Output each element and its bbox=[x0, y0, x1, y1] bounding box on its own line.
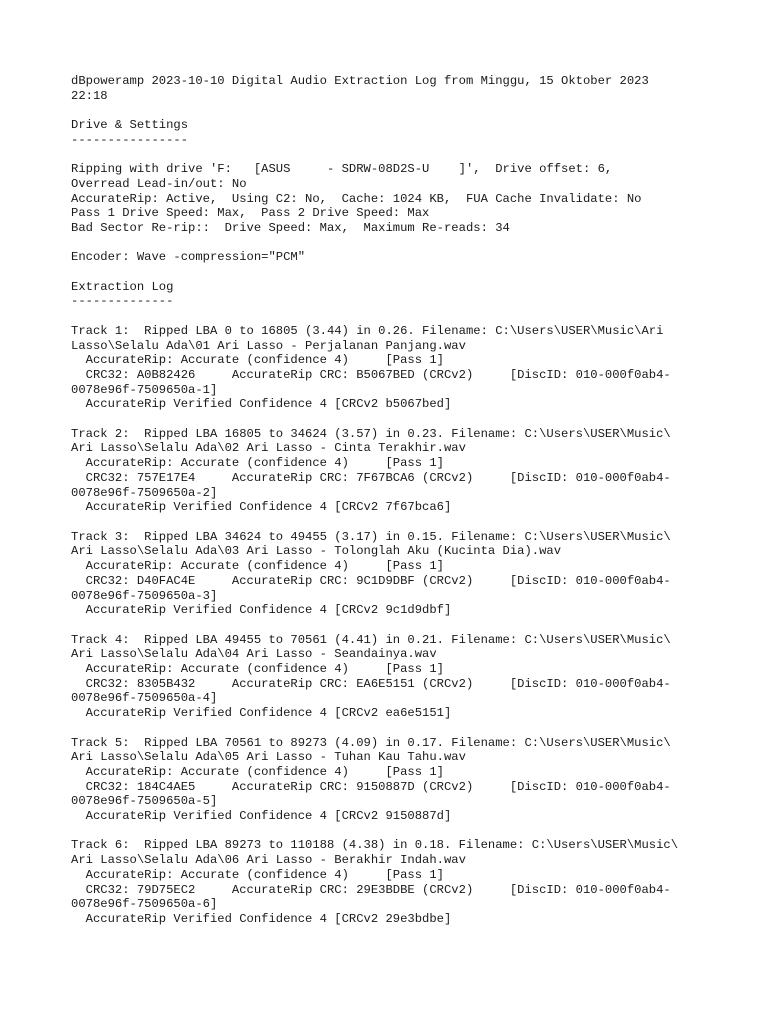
track-line: 0078e96f-7509650a-6] bbox=[71, 897, 218, 912]
blank-line bbox=[71, 236, 761, 251]
encoder-line: Encoder: Wave -compression="PCM" bbox=[71, 250, 306, 265]
track-line: 0078e96f-7509650a-1] bbox=[71, 382, 218, 397]
track-line: Ari Lasso\Selalu Ada\05 Ari Lasso - Tuhan Kau Tahu.wav bbox=[71, 750, 466, 765]
track-line: Ari Lasso\Selalu Ada\02 Ari Lasso - Cinta Terakhir.wav bbox=[71, 441, 466, 456]
log-header-line: dBpoweramp 2023-10-10 Digital Audio Extraction Log from Minggu, 15 Oktober 2023 bbox=[71, 74, 649, 88]
track-list bbox=[71, 324, 761, 927]
track-line: AccurateRip Verified Confidence 4 [CRCv2 ea6e5151] bbox=[71, 706, 452, 721]
blank-line bbox=[71, 721, 761, 736]
section-underline: -------------- bbox=[71, 294, 174, 309]
track-line: AccurateRip Verified Confidence 4 [CRCv2 b5067bed] bbox=[71, 397, 452, 412]
track-line: CRC32: A0B82426 AccurateRip CRC: B5067BED (CRCv2) [DiscID: 010-000f0ab4- bbox=[71, 367, 671, 382]
section-title-extraction-log: Extraction Log bbox=[71, 279, 174, 294]
track-line: CRC32: 8305B432 AccurateRip CRC: EA6E5151 (CRCv2) [DiscID: 010-000f0ab4- bbox=[71, 676, 671, 691]
track-entry bbox=[71, 736, 761, 839]
track-line: Track 4: Ripped LBA 49455 to 70561 (4.41) in 0.21. Filename: C:\Users\USER\Music\ bbox=[71, 632, 671, 647]
blank-line bbox=[71, 265, 761, 280]
track-line: Track 5: Ripped LBA 70561 to 89273 (4.09) in 0.17. Filename: C:\Users\USER\Music\ bbox=[71, 735, 671, 750]
track-entry bbox=[71, 324, 761, 427]
drive-setting-line: Ripping with drive 'F: [ASUS - SDRW-08D2S-U ]', Drive offset: 6, bbox=[71, 162, 613, 177]
drive-setting-line: Pass 1 Drive Speed: Max, Pass 2 Drive Speed: Max bbox=[71, 206, 430, 221]
track-line: CRC32: D40FAC4E AccurateRip CRC: 9C1D9DBF (CRCv2) [DiscID: 010-000f0ab4- bbox=[71, 573, 671, 588]
blank-line bbox=[71, 309, 761, 324]
track-line: Ari Lasso\Selalu Ada\03 Ari Lasso - Tolonglah Aku (Kucinta Dia).wav bbox=[71, 544, 562, 559]
track-entry bbox=[71, 427, 761, 530]
track-line: 0078e96f-7509650a-3] bbox=[71, 588, 218, 603]
track-line: AccurateRip: Accurate (confidence 4) [Pass 1] bbox=[71, 353, 444, 368]
track-line: 0078e96f-7509650a-5] bbox=[71, 794, 218, 809]
track-line: AccurateRip: Accurate (confidence 4) [Pass 1] bbox=[71, 456, 444, 471]
track-line: Ari Lasso\Selalu Ada\04 Ari Lasso - Seandainya.wav bbox=[71, 647, 437, 662]
blank-line bbox=[71, 412, 761, 427]
log-header-time: 22:18 bbox=[71, 88, 108, 103]
track-entry bbox=[71, 838, 761, 926]
section-title-drive-settings: Drive & Settings bbox=[71, 118, 189, 133]
track-line: AccurateRip Verified Confidence 4 [CRCv2 9150887d] bbox=[71, 809, 452, 824]
track-entry bbox=[71, 530, 761, 633]
blank-line bbox=[71, 148, 761, 163]
track-entry bbox=[71, 633, 761, 736]
track-line: CRC32: 757E17E4 AccurateRip CRC: 7F67BCA6 (CRCv2) [DiscID: 010-000f0ab4- bbox=[71, 470, 671, 485]
track-line: AccurateRip: Accurate (confidence 4) [Pass 1] bbox=[71, 764, 444, 779]
track-line: CRC32: 79D75EC2 AccurateRip CRC: 29E3BDBE (CRCv2) [DiscID: 010-000f0ab4- bbox=[71, 882, 671, 897]
blank-line bbox=[71, 103, 761, 118]
track-line: AccurateRip Verified Confidence 4 [CRCv2 29e3bdbe] bbox=[71, 911, 452, 926]
blank-line bbox=[71, 618, 761, 633]
track-line: CRC32: 184C4AE5 AccurateRip CRC: 9150887D (CRCv2) [DiscID: 010-000f0ab4- bbox=[71, 779, 671, 794]
track-line: Track 2: Ripped LBA 16805 to 34624 (3.57) in 0.23. Filename: C:\Users\USER\Music\ bbox=[71, 426, 671, 441]
blank-line bbox=[71, 515, 761, 530]
track-line: Track 1: Ripped LBA 0 to 16805 (3.44) in 0.26. Filename: C:\Users\USER\Music\Ari bbox=[71, 323, 664, 338]
track-line: AccurateRip Verified Confidence 4 [CRCv2 9c1d9dbf] bbox=[71, 603, 452, 618]
drive-setting-line: Bad Sector Re-rip:: Drive Speed: Max, Maximum Re-reads: 34 bbox=[71, 221, 510, 235]
track-line: AccurateRip: Accurate (confidence 4) [Pass 1] bbox=[71, 559, 444, 574]
extraction-log-document bbox=[71, 74, 761, 927]
drive-setting-line: AccurateRip: Active, Using C2: No, Cache: 1024 KB, FUA Cache Invalidate: No bbox=[71, 191, 642, 206]
track-line: Lasso\Selalu Ada\01 Ari Lasso - Perjalanan Panjang.wav bbox=[71, 338, 466, 353]
drive-setting-line: Overread Lead-in/out: No bbox=[71, 176, 247, 191]
track-line: 0078e96f-7509650a-4] bbox=[71, 691, 218, 706]
track-line: Ari Lasso\Selalu Ada\06 Ari Lasso - Berakhir Indah.wav bbox=[71, 853, 466, 868]
track-line: AccurateRip: Accurate (confidence 4) [Pass 1] bbox=[71, 662, 444, 676]
track-line: AccurateRip Verified Confidence 4 [CRCv2 7f67bca6] bbox=[71, 500, 452, 515]
blank-line bbox=[71, 824, 761, 839]
track-line: 0078e96f-7509650a-2] bbox=[71, 485, 218, 500]
track-line: Track 3: Ripped LBA 34624 to 49455 (3.17) in 0.15. Filename: C:\Users\USER\Music\ bbox=[71, 529, 671, 544]
track-line: Track 6: Ripped LBA 89273 to 110188 (4.38) in 0.18. Filename: C:\Users\USER\Music\ bbox=[71, 838, 679, 853]
section-underline: ---------------- bbox=[71, 132, 189, 147]
track-line: AccurateRip: Accurate (confidence 4) [Pass 1] bbox=[71, 867, 444, 882]
